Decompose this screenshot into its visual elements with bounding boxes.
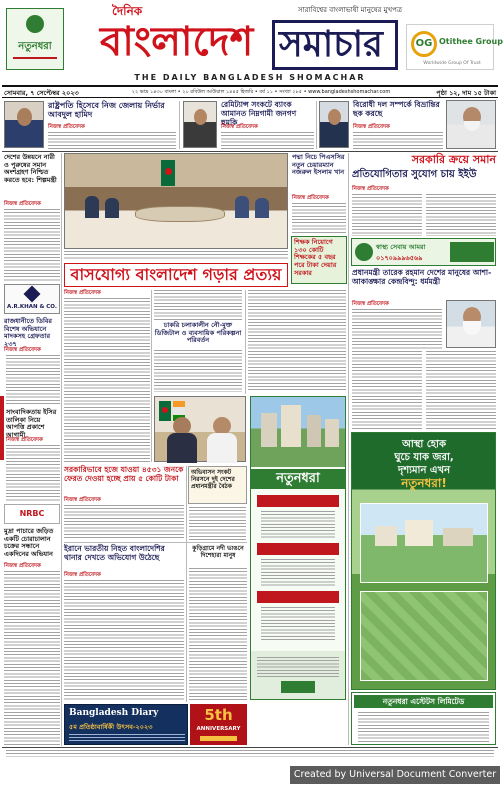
small-box[interactable] [188,466,247,504]
minister-photo [446,300,496,348]
title-box: সমাচার [272,20,398,70]
pm-headline[interactable]: প্রধানমন্ত্রী তারেক রহমান দেশের মানুষের আশা-আকাঙ্ক্ষার কেন্দ্রবিন্দু: ধর্মমন্ত্রী [352,268,492,286]
hajj-headline[interactable]: সরকারিভাবে হজে যাওয়া ৪৫৩১ জনকে ফেরত দেওয়া হচ্ছে প্রায় ৫ কোটি টাকা [64,465,184,483]
left-story-4-headline[interactable]: মুদ্রা পাচারে জড়িত একটি চোরাচালান চক্রের সন্ধানে একদিনের অভিযান [4,527,54,558]
left-logo-text: নতুনধরা [18,41,52,52]
left-story-2-headline[interactable]: রাজধানীতে ডিবির বিশেষ অভিযানে মাদকসহ গ্রেফতার ২৩৭ [4,317,52,348]
diary-name: Bangladesh Diary [69,708,159,718]
meeting-photo-caption [64,251,288,260]
eu-headline-line2[interactable]: প্রতিযোগিতার সুযোগ চায় ইইউ [352,169,477,180]
lead-body-col-b [154,290,242,320]
hajj-body [64,505,184,540]
left-story-4-byline: নিজস্ব প্রতিবেদক [4,563,41,569]
buildings-image [251,397,345,467]
bank-ad [4,504,60,524]
notundhara-company-ad[interactable] [351,692,496,745]
notundhara-mid-ad[interactable] [250,396,346,700]
teaser-headline-1[interactable]: রাষ্ট্রপতি হিসেবে নিজ জেলায় নির্ভার আবদুল হামিদ [48,101,165,120]
anniversary-number: 5th [204,706,233,724]
side-story-body [292,203,346,233]
left-story-3-byline: নিজস্ব প্রতিবেদক [6,437,43,443]
iran-headline[interactable]: ইরানে ভারতীয় নিহত বাংলাদেশির থানার দেখতে অভিযোগ উঠেছে [64,544,165,562]
health-ad-phone: ০১৭০৯৯৯৬৫৬৯ [376,254,423,262]
small-heading[interactable]: কুড়িগ্রামে নদী ভাঙনে দিশেহারা মানুষ [192,545,244,560]
ad-footer-strip [251,651,345,699]
eu-byline: নিজস্ব প্রতিবেদক [352,186,389,192]
left-story-3-body [6,445,60,501]
lead-body-col-b2 [154,350,242,392]
eu-body-b [426,194,496,236]
small-heading-body [189,568,247,700]
big-ad-line4: নতুনধরা! [401,476,447,490]
meeting-photo [64,153,288,249]
left-story-3-headline[interactable]: সাংবাদিকতায় ইসির তালিকা নিয়ে আপত্তি প্রকাশে আগামী [6,408,57,439]
teaser-body-2 [221,132,314,149]
teacher-box[interactable] [291,236,347,284]
tagline: সারাবিশ্বের বাংলাভাষী মানুষের মুখপত্র [297,6,402,14]
teacher-box-headline: শিক্ষক নিয়োগে ১৩০ কোটি শিক্ষকের ৫ বছর পরে টাকা দেয়ার সরকার [294,238,337,277]
converter-watermark: Created by Universal Document Converter [290,766,500,784]
english-title: THE DAILY BANGLADESH SHOMACHAR [134,73,366,82]
anniversary-label: ANNIVERSARY [196,726,241,732]
teaser-byline-1: নিজস্ব প্রতিবেদক [48,124,85,130]
left-story-1-byline: নিজস্ব প্রতিবেদক [4,201,41,207]
notundhara-mid-title: নতুনধরা [251,469,345,489]
ar-khan-label: A.R.KHAN & CO. [7,304,57,310]
lead-body-col-c [248,290,346,392]
logo-emblem [26,15,44,33]
pm-body-a [352,309,442,349]
left-story-2-body [6,355,60,405]
big-ad-line2: ঘুচে যাক জরা, [394,452,454,463]
anniversary-ad[interactable] [190,704,247,745]
bangladesh-diary-ad[interactable] [64,704,188,745]
ad-feature-list [257,495,339,645]
health-ad-title: স্বাস্থ্য সেবায় আমরা [376,243,426,251]
eu-headline-line1[interactable]: সরকারি ক্রয়ে সমান [411,153,496,166]
lead-body-col-a [64,298,150,462]
pm-byline: নিজস্ব প্রতিবেদক [352,301,389,307]
iran-byline: নিজস্ব প্রতিবেদক [64,572,101,578]
left-edge-ad-strip [0,396,4,460]
dainik-label: দৈনিক [112,4,143,18]
title-main: বাংলাদেশ [100,19,254,65]
diary-event: ৫ম প্রতিষ্ঠাবার্ষিকী উৎসব-২০২৩ [69,723,153,731]
teaser-photo-4 [446,100,496,149]
teaser-body-3 [353,132,443,149]
left-logo [6,8,64,70]
og-mark-icon: OG [411,31,437,57]
right-logo-name: Otithee Group [439,37,503,46]
teaser-body-1 [48,132,176,149]
eu-body-a [352,194,422,236]
teaser-photo-1 [4,101,44,148]
lead-subhead: চাকরি চলাকালীন নৌ-মুক্ত ডিজিটাল ও ব্যবসায়িক পরিকল্পনা পরিবর্তন [154,321,242,345]
right-logo [406,24,503,70]
dateline-date: সোমবার, ৭ সেপ্টেম্বর ২০২৩ [4,89,79,97]
dateline-calendar: ২২ ভাদ্র ১৪৩০ বাংলা • ২০ রবিউল আউয়াল ১৪৪৫ হিজরি • বর্ষ ১১ • সংখ্যা ২৮৫ • www.bangladeshshomachar.com [131,89,391,95]
health-ad[interactable] [351,238,496,266]
teaser-photo-2 [183,101,217,148]
diplomats-photo [154,396,246,462]
pm-body-c [426,351,496,429]
big-ad-line3: দৃশ্যমান এখন [397,465,451,476]
teaser-headline-3[interactable]: বিরোধী দল সম্পর্কে বিভ্রান্তির ছক করছে [353,100,440,118]
notundhara-big-ad[interactable] [351,432,496,690]
side-story-byline: নিজস্ব প্রতিবেদক [292,195,329,201]
left-story-4-body [4,571,60,745]
left-story-1-body [4,209,60,281]
lead-byline: নিজস্ব প্রতিবেদক [64,290,101,296]
teaser-headline-2[interactable]: রেমিট্যান্স সংকটে ব্যাংক আমানত নিম্নগামী জনগণ হুমকি [221,100,297,127]
health-ad-icon [355,243,373,261]
teaser-byline-3: নিজস্ব প্রতিবেদক [353,124,390,130]
logo-underline [13,57,57,59]
side-story-headline[interactable]: পদ্মা নিচে পিএসসির নতুন চেয়ারম্যান নজরুল ইসলাম খান [292,153,345,177]
plot-map-image [360,591,488,681]
right-logo-slogan: Worldwide Group Of Trust [423,61,481,66]
teaser-byline-2: নিজস্ব প্রতিবেদক [221,124,258,130]
lead-headline[interactable]: বাসযোগ্য বাংলাদেশ গড়ার প্রত্যয় [64,263,288,287]
landscape-image [360,503,488,583]
left-story-2-byline: নিজস্ব প্রতিবেদক [4,347,41,353]
big-ad-line1: আস্থা হোক [402,439,446,450]
teaser-photo-3 [319,101,349,148]
hajj-byline: নিজস্ব প্রতিবেদক [64,497,101,503]
dateline-price: পৃষ্ঠা ১২, দাম ১৫ টাকা [436,89,496,97]
ar-khan-logo-icon [24,286,41,303]
imprint-line [6,750,494,757]
left-story-1-headline[interactable]: দেশের উন্নয়নে নারী ও পুরুষের সমান অংশগ্রহণ নিশ্চিত করতে হবে: শিল্পমন্ত্রী [4,153,57,184]
dateline-bar [2,85,498,98]
small-box-body [189,507,246,540]
iran-body [64,580,184,700]
small-box-headline: অভিবাসন সংকট নিরসনে দুই দেশের প্রধানমন্ত্রীর বৈঠক [191,469,235,491]
bank-ad-label: NRBC [19,509,45,518]
notundhara-company-name: নতুনধরা এস্টেটস লিমিটেড [354,695,493,708]
ar-khan-ad [4,284,60,314]
pm-body-b [352,351,422,429]
